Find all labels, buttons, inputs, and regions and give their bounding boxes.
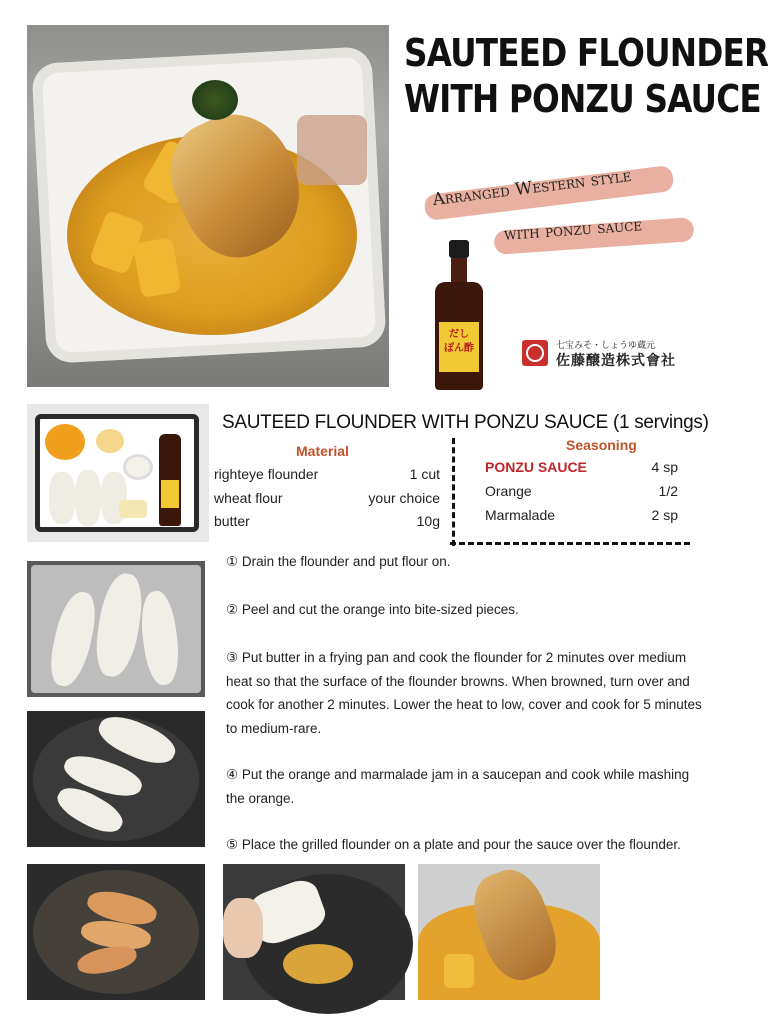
title-line-2: WITH PONZU SAUCE	[404, 77, 761, 121]
marmalade-sauce	[283, 944, 353, 984]
material-title: Material	[296, 443, 349, 459]
seasoning-item-name: Marmalade	[485, 507, 556, 523]
recipe-heading: SAUTEED FLOUNDER WITH PONZU SAUCE (1 servings)	[222, 412, 709, 433]
step-1: ① Drain the flounder and put flour on.	[226, 554, 451, 569]
seasoning-item-amount: 2 sp	[651, 507, 678, 523]
divider-horizontal	[450, 542, 690, 545]
fillet	[75, 470, 101, 526]
bottle-cap	[449, 240, 469, 258]
hero-dish-photo	[27, 25, 389, 387]
main-title	[404, 30, 768, 122]
ponzu-bottle	[433, 240, 485, 390]
sauce-pour	[297, 115, 367, 185]
hand	[223, 898, 263, 958]
material-item-amount: 1 cut	[409, 466, 440, 482]
material-item-amount: your choice	[368, 490, 440, 506]
marmalade-bowl	[93, 426, 127, 456]
fillet	[49, 472, 75, 524]
butter	[119, 500, 147, 518]
bottle-label: だし ぽん酢	[439, 322, 479, 372]
step-photo-frying	[27, 711, 205, 847]
tagline-line-1: Arranged Western style	[431, 165, 633, 211]
material-item-name: wheat flour	[214, 490, 283, 506]
orange	[45, 424, 85, 460]
step-4: ④ Put the orange and marmalade jam in a saucepan and cook while mashing the orange.	[226, 767, 690, 806]
step-photo-plated	[418, 864, 600, 1000]
parsley-garnish	[192, 80, 238, 120]
seasoning-title: Seasoning	[566, 437, 637, 453]
material-item-name: righteye flounder	[214, 466, 319, 482]
seasoning-item-name: Orange	[485, 483, 532, 499]
company-logo-icon	[522, 340, 548, 366]
orange-piece	[444, 954, 474, 988]
step-5: ⑤ Place the grilled flounder on a plate and pour the sauce over the flounder.	[226, 837, 681, 852]
title-line-1: SAUTEED FLOUNDER	[404, 31, 768, 75]
flour-bowl	[123, 454, 153, 480]
step-photo-sauce	[223, 864, 405, 1000]
company-name: 佐藤醸造株式會社	[556, 352, 676, 368]
seasoning-item-name: PONZU SAUCE	[485, 459, 587, 475]
seasoning-item-amount: 4 sp	[651, 459, 678, 475]
seasoning-item-amount: 1/2	[658, 483, 678, 499]
step-photo-flour	[27, 561, 205, 697]
company-subtitle: 七宝みそ・しょうゆ蔵元	[556, 340, 656, 350]
step-photo-browned	[27, 864, 205, 1000]
tagline-line-2: with ponzu sauce	[503, 215, 643, 245]
material-item-name: butter	[214, 513, 250, 529]
bottle-label-small	[161, 480, 179, 508]
divider-vertical	[452, 438, 455, 546]
material-item-amount: 10g	[416, 513, 440, 529]
company-block	[522, 338, 692, 372]
step-3: ③ Put butter in a frying pan and cook the flounder for 2 minutes over medium heat so that the surface of the flounder browns. When browned, turn over and cook for another 2 minutes. Lower the heat to low, cover and cook for 5 minutes to medium-rare.	[226, 650, 702, 736]
ingredients-photo	[27, 404, 209, 542]
step-2: ② Peel and cut the orange into bite-sized pieces.	[226, 602, 519, 617]
